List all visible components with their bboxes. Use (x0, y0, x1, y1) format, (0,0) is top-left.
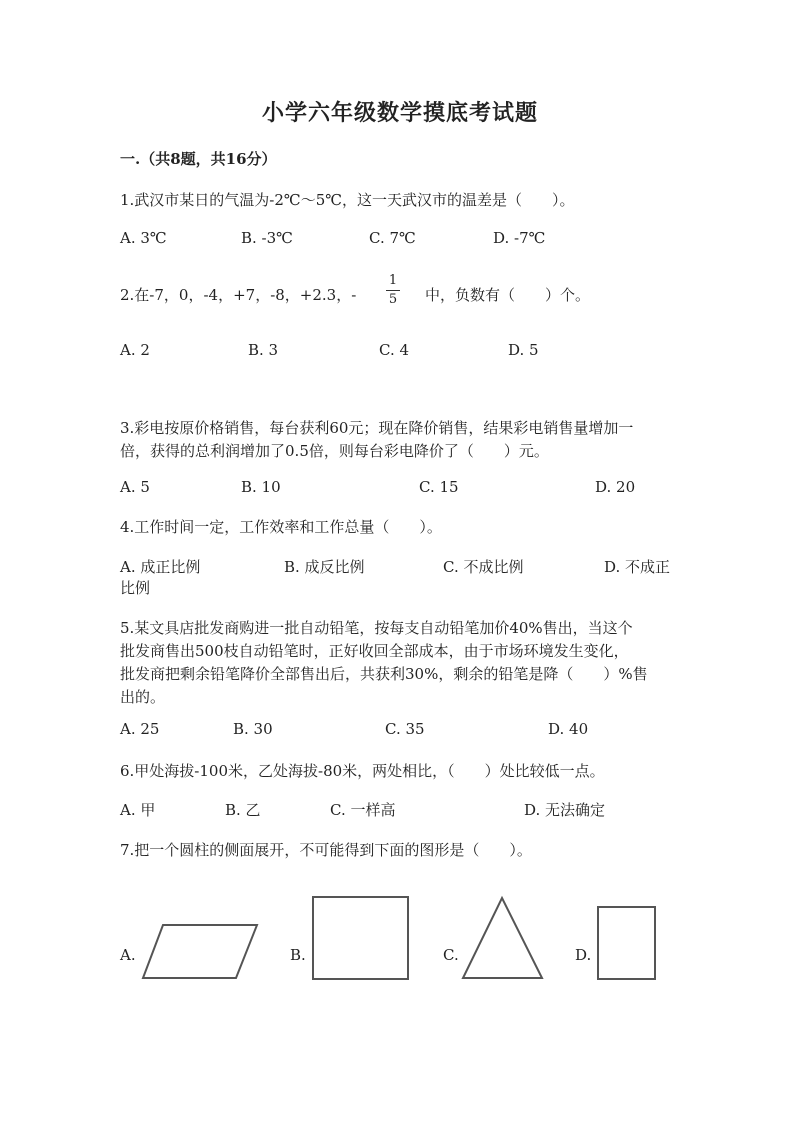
question-1-option-a[interactable]: A. 3℃ (120, 229, 167, 247)
question-3-line-1: 3.彩电按原价格销售，每台获利60元；现在降价销售，结果彩电销售量增加一 (120, 419, 634, 437)
question-3-option-a[interactable]: A. 5 (120, 478, 150, 496)
question-4-option-b[interactable]: B. 成反比例 (284, 558, 365, 576)
question-4-option-d-wrap: 比例 (120, 579, 151, 597)
question-5-option-b[interactable]: B. 30 (233, 720, 273, 738)
fraction-denominator: 5 (388, 292, 398, 307)
section-header: 一.（共8题，共16分） (120, 150, 277, 168)
question-4-option-a[interactable]: A. 成正比例 (120, 558, 201, 576)
question-6-option-d[interactable]: D. 无法确定 (524, 801, 606, 819)
question-7-option-a[interactable]: A. (120, 946, 136, 964)
question-7-option-d[interactable]: D. (575, 946, 592, 964)
square-icon (310, 894, 412, 982)
question-7-option-b[interactable]: B. (290, 946, 306, 964)
question-7-text: 7.把一个圆柱的侧面展开，不可能得到下面的图形是（ ）。 (120, 841, 532, 859)
question-5-option-a[interactable]: A. 25 (120, 720, 160, 738)
question-4-option-c[interactable]: C. 不成比例 (443, 558, 524, 576)
question-2-option-b[interactable]: B. 3 (248, 341, 279, 359)
question-3-option-c[interactable]: C. 15 (419, 478, 459, 496)
question-5-line-1: 5.某文具店批发商购进一批自动铅笔，按每支自动铅笔加价40%售出，当这个 (120, 619, 633, 637)
question-2-text-before: 2.在-7，0，-4，+7，-8，+2.3，- (120, 286, 357, 304)
parallelogram-icon (140, 920, 260, 982)
question-1-option-c[interactable]: C. 7℃ (369, 229, 416, 247)
question-5-line-3: 批发商把剩余铅笔降价全部售出后，共获利30%，剩余的铅笔是降（ ）%售 (120, 665, 648, 683)
question-5-line-2: 批发商售出500枝自动铅笔时，正好收回全部成本，由于市场环境发生变化， (120, 642, 629, 660)
question-3-line-2: 倍，获得的总利润增加了0.5倍，则每台彩电降价了（ ）元。 (120, 442, 549, 460)
question-1-option-b[interactable]: B. -3℃ (241, 229, 293, 247)
question-6-option-c[interactable]: C. 一样高 (330, 801, 396, 819)
page-title: 小学六年级数学摸底考试题 (261, 100, 538, 126)
fraction-bar (386, 290, 400, 291)
fraction-numerator: 1 (388, 273, 398, 288)
question-4-text: 4.工作时间一定，工作效率和工作总量（ ）。 (120, 518, 442, 536)
question-2-option-d[interactable]: D. 5 (508, 341, 539, 359)
question-5-option-c[interactable]: C. 35 (385, 720, 425, 738)
question-5-line-4: 出的。 (120, 688, 166, 706)
rectangle-icon (595, 904, 659, 982)
question-2-option-a[interactable]: A. 2 (120, 341, 150, 359)
question-4-option-d[interactable]: D. 不成正 (604, 558, 671, 576)
question-7-option-c[interactable]: C. (443, 946, 459, 964)
question-3-option-b[interactable]: B. 10 (241, 478, 281, 496)
question-2-fraction (386, 273, 400, 308)
question-6-text: 6.甲处海拔-100米，乙处海拔-80米，两处相比，（ ）处比较低一点。 (120, 762, 605, 780)
question-6-option-b[interactable]: B. 乙 (225, 801, 261, 819)
question-5-option-d[interactable]: D. 40 (548, 720, 589, 738)
question-6-option-a[interactable]: A. 甲 (120, 801, 156, 819)
question-1-option-d[interactable]: D. -7℃ (493, 229, 546, 247)
triangle-icon (460, 894, 546, 982)
question-3-option-d[interactable]: D. 20 (595, 478, 636, 496)
question-1-text: 1.武汉市某日的气温为-2℃～5℃，这一天武汉市的温差是（ ）。 (120, 191, 575, 209)
question-2-text-after: 中，负数有（ ）个。 (425, 286, 591, 304)
question-2-option-c[interactable]: C. 4 (379, 341, 410, 359)
